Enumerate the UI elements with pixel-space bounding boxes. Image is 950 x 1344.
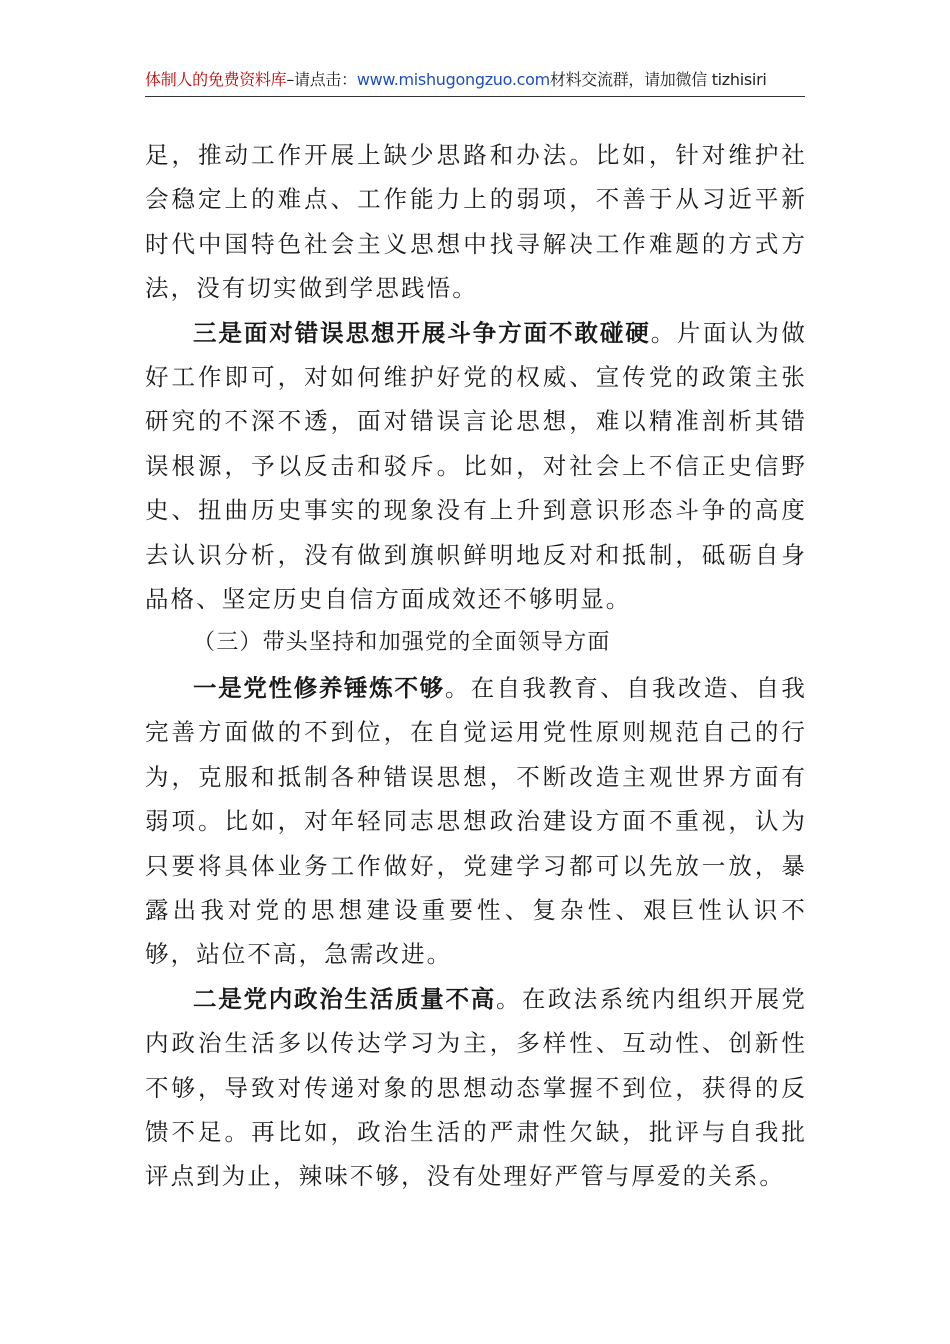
paragraph-lead: 三是面对错误思想开展斗争方面不敢碰硬 — [193, 318, 651, 347]
paragraph-lead: 二是党内政治生活质量不高 — [193, 984, 496, 1013]
header-url-link[interactable]: www.mishugongzuo.com — [356, 70, 550, 89]
section-heading: （三）带头坚持和加强党的全面领导方面 — [193, 630, 611, 656]
paragraph-point-one — [145, 666, 807, 977]
header-click-prompt: –请点击： — [286, 70, 357, 89]
paragraph-body: 。在政法系统内组织开展党内政治生活多以传达学习为主，多样性、互动性、创新性不够，导致对传递对象的思想动态掌握不到位，获得的反馈不足。再比如，政治生活的严肃性欠缺，批评与自我批评点到为止，辣味不够，没有处理好严管与厚爱的关系。 — [145, 984, 807, 1191]
header-contact: 材料交流群，请加微信 tizhisiri — [549, 70, 767, 89]
paragraph-body: 足，推动工作开展上缺少思路和办法。比如，针对维护社会稳定上的难点、工作能力上的弱项，不善于从习近平新时代中国特色社会主义思想中找寻解决工作难题的方式方法，没有切实做到学思践悟。 — [145, 141, 807, 303]
header-site-name: 体制人的免费资料库 — [145, 70, 287, 89]
paragraph-lead: 一是党性修养锤炼不够 — [193, 673, 445, 702]
document-body — [145, 133, 807, 1199]
page-header — [145, 66, 805, 96]
paragraph-body: 。片面认为做好工作即可，对如何维护好党的权威、宣传党的政策主张研究的不深不透，面对错误言论思想，难以精准剖析其错误根源，予以反击和驳斥。比如，对社会上不信正史信野史、扭曲历史事实的现象没有上升到意识形态斗争的高度去认识分析，没有做到旗帜鲜明地反对和抵制，砥砺自身品格、坚定历史自信方面成效还不够明显。 — [145, 318, 807, 614]
paragraph-continuation — [145, 133, 807, 311]
paragraph-body: 。在自我教育、自我改造、自我完善方面做的不到位，在自觉运用党性原则规范自己的行为，克服和抵制各种错误思想，不断改造主观世界方面有弱项。比如，对年轻同志思想政治建设方面不重视，认为只要将具体业务工作做好，党建学习都可以先放一放，暴露出我对党的思想建设重要性、复杂性、艰巨性认识不够，站位不高，急需改进。 — [145, 673, 808, 969]
paragraph-point-two — [145, 977, 807, 1199]
header-divider — [145, 96, 805, 97]
paragraph-point-three — [145, 311, 807, 622]
